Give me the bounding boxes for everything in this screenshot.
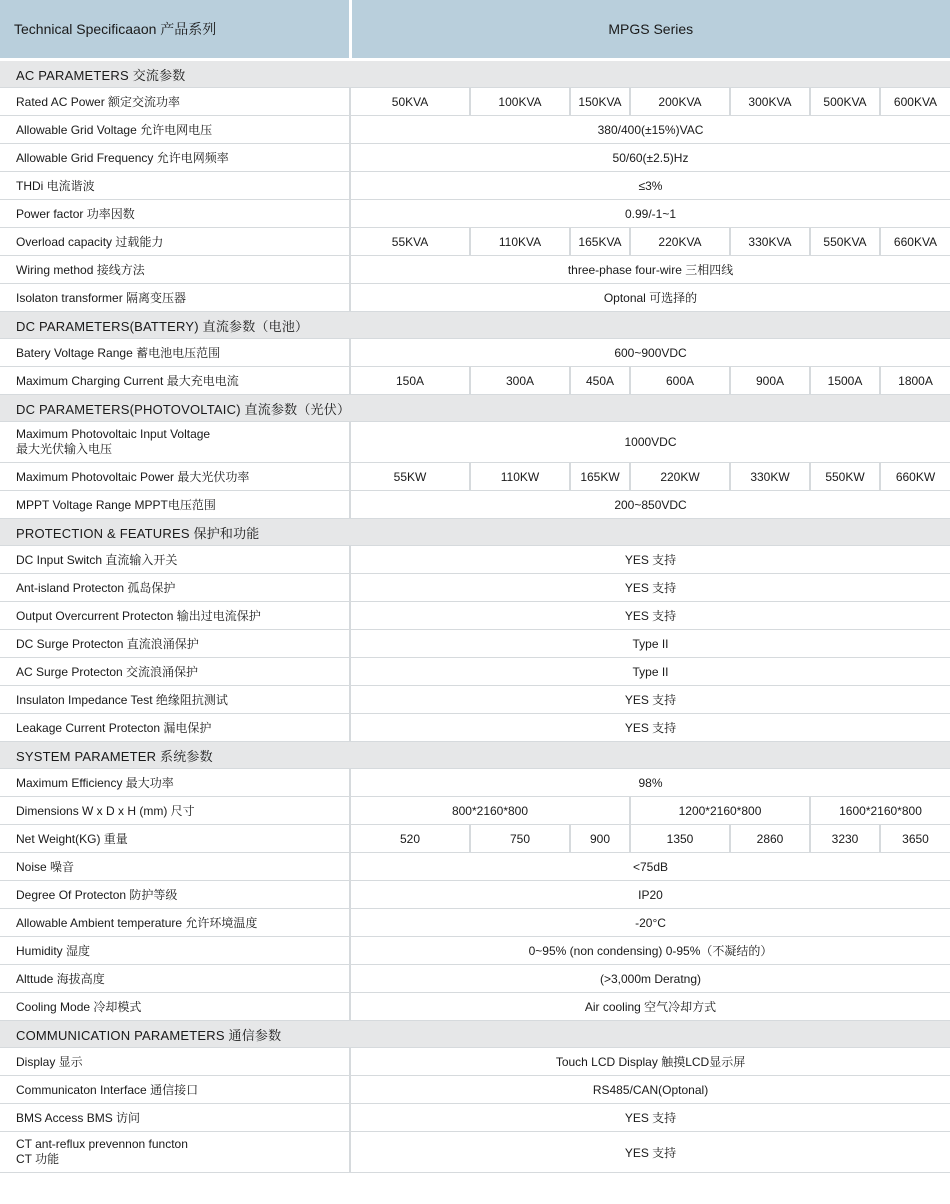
- section-dc-battery: [0, 312, 950, 339]
- value-cell: 55KVA: [350, 228, 470, 256]
- row-label: Display 显示: [0, 1048, 350, 1076]
- value-cell: Optonal 可选择的: [350, 284, 950, 312]
- row-mppt: [0, 491, 950, 519]
- value-cell: ≤3%: [350, 172, 950, 200]
- section-title: COMMUNICATION PARAMETERS 通信参数: [0, 1021, 950, 1048]
- value-cell: 380/400(±15%)VAC: [350, 116, 950, 144]
- value-cell: 150KVA: [570, 88, 630, 116]
- value-cell: 98%: [350, 769, 950, 797]
- value-cell: 150A: [350, 367, 470, 395]
- value-cell: 550KW: [810, 463, 880, 491]
- value-cell: 110KVA: [470, 228, 570, 256]
- value-cell: 300A: [470, 367, 570, 395]
- value-cell: 50/60(±2.5)Hz: [350, 144, 950, 172]
- row-label: THDi 电流谐波: [0, 172, 350, 200]
- row-label: Overload capacity 过载能力: [0, 228, 350, 256]
- value-cell: (>3,000m Deratng): [350, 965, 950, 993]
- row-label: Cooling Mode 冷却模式: [0, 993, 350, 1021]
- row-altitude: [0, 965, 950, 993]
- row-comm-interface: [0, 1076, 950, 1104]
- value-cell: 900A: [730, 367, 810, 395]
- row-efficiency: [0, 769, 950, 797]
- row-label: Insulaton Impedance Test 绝缘阻抗测试: [0, 686, 350, 714]
- value-cell: 1600*2160*800: [810, 797, 950, 825]
- row-label: AC Surge Protecton 交流浪涌保护: [0, 658, 350, 686]
- row-thdi: [0, 172, 950, 200]
- row-dc-switch: [0, 546, 950, 574]
- value-cell: 660KW: [880, 463, 950, 491]
- value-cell: 220KVA: [630, 228, 730, 256]
- value-cell: 2860: [730, 825, 810, 853]
- row-label: Allowable Grid Frequency 允许电网频率: [0, 144, 350, 172]
- section-protection: [0, 519, 950, 546]
- value-cell: 330KW: [730, 463, 810, 491]
- row-label: Humidity 湿度: [0, 937, 350, 965]
- value-cell: 1500A: [810, 367, 880, 395]
- value-cell: 1000VDC: [350, 422, 950, 463]
- row-label: Communicaton Interface 通信接口: [0, 1076, 350, 1104]
- value-cell: 330KVA: [730, 228, 810, 256]
- value-cell: 600A: [630, 367, 730, 395]
- row-humidity: [0, 937, 950, 965]
- row-label: [0, 422, 350, 463]
- section-title: DC PARAMETERS(PHOTOVOLTAIC) 直流参数（光伏）: [0, 395, 950, 422]
- row-dimensions: [0, 797, 950, 825]
- row-label-en: Maximum Photovoltaic Input Voltage: [16, 427, 211, 441]
- value-cell: YES 支持: [350, 714, 950, 742]
- row-label-cn: 最大光伏输入电压: [16, 442, 113, 456]
- value-cell: YES 支持: [350, 602, 950, 630]
- row-charging-current: [0, 367, 950, 395]
- value-cell: 0~95% (non condensing) 0-95%（不凝结的）: [350, 937, 950, 965]
- row-wiring: [0, 256, 950, 284]
- row-cooling: [0, 993, 950, 1021]
- section-title: PROTECTION & FEATURES 保护和功能: [0, 519, 950, 546]
- value-cell: Type II: [350, 658, 950, 686]
- row-display: [0, 1048, 950, 1076]
- row-label: Isolaton transformer 隔离变压器: [0, 284, 350, 312]
- section-system: [0, 742, 950, 769]
- value-cell: Air cooling 空气冷却方式: [350, 993, 950, 1021]
- row-overload: [0, 228, 950, 256]
- row-label: DC Input Switch 直流输入开关: [0, 546, 350, 574]
- value-cell: YES 支持: [350, 546, 950, 574]
- value-cell: 660KVA: [880, 228, 950, 256]
- value-cell: 600~900VDC: [350, 339, 950, 367]
- row-power-factor: [0, 200, 950, 228]
- section-title: AC PARAMETERS 交流参数: [0, 60, 950, 88]
- value-cell: 50KVA: [350, 88, 470, 116]
- row-label: Output Overcurrent Protecton 输出过电流保护: [0, 602, 350, 630]
- value-cell: 1200*2160*800: [630, 797, 810, 825]
- value-cell: YES 支持: [350, 1104, 950, 1132]
- value-cell: 750: [470, 825, 570, 853]
- value-cell: YES 支持: [350, 1132, 950, 1173]
- row-label: Allowable Ambient temperature 允许环境温度: [0, 909, 350, 937]
- value-cell: 55KW: [350, 463, 470, 491]
- row-label: Ant-island Protecton 孤岛保护: [0, 574, 350, 602]
- row-label: [0, 1132, 350, 1173]
- row-insulation: [0, 686, 950, 714]
- row-label: Dimensions W x D x H (mm) 尺寸: [0, 797, 350, 825]
- row-label: Degree Of Protecton 防护等级: [0, 881, 350, 909]
- series-name: MPGS Series: [350, 0, 950, 60]
- value-cell: 165KVA: [570, 228, 630, 256]
- value-cell: 520: [350, 825, 470, 853]
- row-grid-voltage: [0, 116, 950, 144]
- value-cell: -20°C: [350, 909, 950, 937]
- section-ac: [0, 60, 950, 88]
- row-ac-surge: [0, 658, 950, 686]
- header-row: [0, 0, 950, 60]
- value-cell: 1350: [630, 825, 730, 853]
- value-cell: 165KW: [570, 463, 630, 491]
- row-isolation: [0, 284, 950, 312]
- value-cell: 450A: [570, 367, 630, 395]
- row-label: MPPT Voltage Range MPPT电压范围: [0, 491, 350, 519]
- row-grid-frequency: [0, 144, 950, 172]
- value-cell: YES 支持: [350, 686, 950, 714]
- row-label: Wiring method 接线方法: [0, 256, 350, 284]
- value-cell: IP20: [350, 881, 950, 909]
- value-cell: 3650: [880, 825, 950, 853]
- value-cell: 550KVA: [810, 228, 880, 256]
- row-leakage: [0, 714, 950, 742]
- row-overcurrent: [0, 602, 950, 630]
- value-cell: three-phase four-wire 三相四线: [350, 256, 950, 284]
- row-label: BMS Access BMS 访问: [0, 1104, 350, 1132]
- row-label-cn: CT 功能: [16, 1152, 60, 1166]
- row-weight: [0, 825, 950, 853]
- value-cell: 800*2160*800: [350, 797, 630, 825]
- value-cell: <75dB: [350, 853, 950, 881]
- row-rated-ac-power: [0, 88, 950, 116]
- value-cell: 900: [570, 825, 630, 853]
- row-label-en: CT ant-reflux prevennon functon: [16, 1137, 188, 1151]
- row-noise: [0, 853, 950, 881]
- row-label: Leakage Current Protecton 漏电保护: [0, 714, 350, 742]
- value-cell: Touch LCD Display 触摸LCD显示屏: [350, 1048, 950, 1076]
- value-cell: RS485/CAN(Optonal): [350, 1076, 950, 1104]
- value-cell: 200KVA: [630, 88, 730, 116]
- value-cell: 600KVA: [880, 88, 950, 116]
- value-cell: 100KVA: [470, 88, 570, 116]
- value-cell: 110KW: [470, 463, 570, 491]
- value-cell: 3230: [810, 825, 880, 853]
- row-label: Batery Voltage Range 蓄电池电压范围: [0, 339, 350, 367]
- row-anti-island: [0, 574, 950, 602]
- row-label: Rated AC Power 额定交流功率: [0, 88, 350, 116]
- value-cell: 0.99/-1~1: [350, 200, 950, 228]
- section-communication: [0, 1021, 950, 1048]
- row-pv-voltage: [0, 422, 950, 463]
- value-cell: Type II: [350, 630, 950, 658]
- row-dc-surge: [0, 630, 950, 658]
- row-label: Noise 噪音: [0, 853, 350, 881]
- value-cell: 300KVA: [730, 88, 810, 116]
- row-label: Maximum Photovoltaic Power 最大光伏功率: [0, 463, 350, 491]
- section-title: SYSTEM PARAMETER 系统参数: [0, 742, 950, 769]
- section-title: DC PARAMETERS(BATTERY) 直流参数（电池）: [0, 312, 950, 339]
- row-pv-power: [0, 463, 950, 491]
- value-cell: 220KW: [630, 463, 730, 491]
- row-bms: [0, 1104, 950, 1132]
- row-label: Maximum Charging Current 最大充电电流: [0, 367, 350, 395]
- row-label: Power factor 功率因数: [0, 200, 350, 228]
- value-cell: YES 支持: [350, 574, 950, 602]
- row-label: Maximum Efficiency 最大功率: [0, 769, 350, 797]
- value-cell: 1800A: [880, 367, 950, 395]
- row-battery-voltage: [0, 339, 950, 367]
- row-ct: [0, 1132, 950, 1173]
- row-label: Allowable Grid Voltage 允许电网电压: [0, 116, 350, 144]
- row-ambient: [0, 909, 950, 937]
- header-label: Technical Specificaaon 产品系列: [0, 0, 350, 60]
- section-dc-pv: [0, 395, 950, 422]
- row-label: DC Surge Protecton 直流浪涌保护: [0, 630, 350, 658]
- value-cell: 500KVA: [810, 88, 880, 116]
- row-protection-degree: [0, 881, 950, 909]
- row-label: Net Weight(KG) 重量: [0, 825, 350, 853]
- value-cell: 200~850VDC: [350, 491, 950, 519]
- row-label: Alttude 海拔高度: [0, 965, 350, 993]
